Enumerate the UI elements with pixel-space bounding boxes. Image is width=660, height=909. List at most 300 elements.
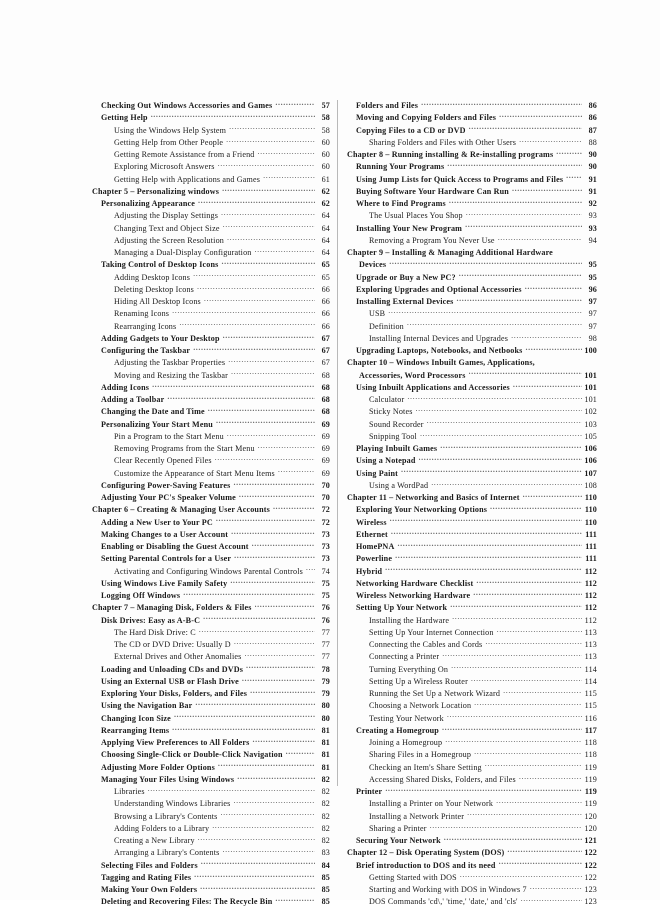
- toc-entry[interactable]: [92, 137, 330, 149]
- toc-leader-dots: [221, 811, 316, 819]
- toc-entry[interactable]: [92, 700, 330, 712]
- toc-entry[interactable]: [347, 161, 597, 173]
- toc-leader-dots: [513, 382, 582, 390]
- toc-entry[interactable]: [92, 811, 330, 823]
- toc-entry-title: The CD or DVD Drive: Usually D: [114, 640, 231, 649]
- toc-leader-dots: [221, 210, 315, 218]
- toc-entry-title: Hybrid: [356, 566, 383, 576]
- toc-leader-dots: [466, 210, 582, 218]
- toc-entry-page-number: 75: [321, 591, 330, 600]
- toc-leader-dots: [286, 749, 315, 757]
- toc-entry[interactable]: [347, 835, 597, 847]
- toc-entry-title: Chapter 11 – Networking and Basics of Internet: [347, 493, 520, 502]
- toc-entry-page-number: 65: [321, 272, 330, 282]
- toc-entry-title: Using an External USB or Flash Drive: [101, 676, 239, 686]
- toc-entry-title: Printer: [356, 787, 383, 796]
- toc-entry[interactable]: [347, 811, 597, 823]
- toc-leader-dots: [507, 847, 582, 855]
- toc-entry[interactable]: [92, 406, 330, 418]
- toc-entry[interactable]: [92, 884, 330, 896]
- toc-entry[interactable]: [347, 602, 597, 614]
- toc-entry[interactable]: [347, 725, 597, 737]
- toc-entry-title: Installing a Network Printer: [369, 811, 465, 821]
- toc-leader-dots: [258, 149, 315, 157]
- toc-entry[interactable]: [92, 455, 330, 467]
- toc-entry-page-number: 73: [321, 542, 330, 551]
- toc-entry[interactable]: [92, 321, 330, 333]
- toc-entry-title: Setting Up Your Internet Connection: [369, 627, 494, 637]
- toc-leader-dots: [469, 125, 582, 133]
- toc-entry-page-number: 82: [321, 774, 330, 784]
- toc-entry[interactable]: [92, 823, 330, 835]
- toc-entry-title: Exploring Your Networking Options: [356, 505, 488, 515]
- toc-entry-page-number: 69: [321, 444, 330, 453]
- toc-entry[interactable]: [92, 174, 330, 186]
- toc-entry-page-number: 111: [585, 529, 597, 539]
- toc-entry[interactable]: [347, 345, 597, 357]
- toc-entry-page-number: 65: [321, 260, 330, 270]
- toc-entry[interactable]: [92, 737, 330, 749]
- toc-leader-dots: [523, 492, 582, 500]
- toc-entry-page-number: 113: [584, 652, 597, 662]
- toc-entry[interactable]: [92, 419, 330, 431]
- toc-entry[interactable]: [347, 198, 597, 210]
- toc-entry-title: Installing the Hardware: [369, 615, 450, 625]
- toc-entry[interactable]: [92, 651, 330, 663]
- toc-entry[interactable]: [92, 627, 330, 639]
- toc-leader-dots: [525, 345, 582, 353]
- toc-entry-page-number: 70: [321, 493, 330, 502]
- toc-leader-dots: [407, 394, 582, 402]
- toc-entry[interactable]: [92, 296, 330, 308]
- toc-entry-title: Turning Everything On: [369, 664, 449, 674]
- toc-entry-page-number: 77: [321, 652, 330, 662]
- toc-leader-dots: [242, 676, 315, 684]
- toc-entry[interactable]: [347, 664, 597, 676]
- toc-entry-title: Chapter 5 – Personalizing windows: [92, 186, 220, 196]
- toc-entry[interactable]: [92, 615, 330, 627]
- toc-entry-page-number: 67: [321, 333, 330, 343]
- toc-leader-dots: [452, 615, 582, 623]
- toc-entry[interactable]: [92, 284, 330, 296]
- toc-entry[interactable]: [347, 247, 597, 259]
- toc-leader-dots: [234, 798, 316, 806]
- toc-entry[interactable]: [92, 688, 330, 700]
- toc-leader-dots: [198, 198, 315, 206]
- toc-leader-dots: [566, 174, 582, 182]
- toc-entry-title: USB: [369, 309, 386, 319]
- toc-leader-dots: [179, 321, 315, 329]
- toc-entry-title: Making Changes to a User Account: [101, 529, 229, 539]
- toc-entry-title: Folders and Files: [356, 101, 419, 110]
- toc-entry-title: Moving and Resizing the Taskbar: [114, 370, 229, 380]
- toc-entry[interactable]: [347, 259, 597, 271]
- toc-leader-dots: [183, 590, 315, 598]
- toc-entry[interactable]: [92, 492, 330, 504]
- toc-entry-page-number: 80: [321, 701, 330, 711]
- toc-entry[interactable]: [92, 553, 330, 565]
- toc-leader-dots: [231, 370, 315, 378]
- toc-entry-page-number: 67: [321, 358, 330, 368]
- toc-entry[interactable]: [347, 762, 597, 774]
- toc-leader-dots: [385, 786, 582, 794]
- toc-entry[interactable]: [92, 602, 330, 614]
- toc-entry-page-number: 87: [588, 125, 597, 135]
- toc-entry[interactable]: [92, 896, 330, 908]
- toc-entry[interactable]: [92, 259, 330, 271]
- toc-entry[interactable]: [347, 149, 597, 161]
- toc-entry[interactable]: [92, 161, 330, 173]
- toc-leader-dots: [519, 137, 582, 145]
- toc-entry-page-number: 70: [321, 480, 330, 490]
- toc-entry-page-number: 81: [321, 725, 330, 735]
- toc-entry[interactable]: [347, 100, 597, 112]
- toc-entry[interactable]: [92, 235, 330, 247]
- toc-entry-page-number: 62: [321, 186, 330, 196]
- toc-entry-title: Running the Set Up a Network Wizard: [369, 689, 501, 698]
- toc-leader-dots: [444, 835, 582, 843]
- toc-entry-title: Adjusting More Folder Options: [101, 762, 215, 772]
- toc-entry[interactable]: [92, 676, 330, 688]
- toc-entry-title: Disk Drives: Easy as A-B-C: [101, 615, 201, 625]
- toc-leader-dots: [263, 174, 315, 182]
- toc-entry[interactable]: [347, 860, 597, 872]
- toc-entry[interactable]: [92, 590, 330, 602]
- toc-entry-page-number: 117: [584, 725, 597, 735]
- toc-entry-title: Snipping Tool: [369, 431, 417, 441]
- toc-entry[interactable]: [92, 112, 330, 124]
- toc-entry-page-number: 119: [584, 774, 597, 784]
- toc-entry-page-number: 93: [588, 223, 597, 233]
- toc-entry-title: Using Inbuilt Applications and Accessories: [356, 382, 510, 392]
- toc-leader-dots: [223, 223, 315, 231]
- toc-entry-title: Adjusting Your PC's Speaker Volume: [101, 493, 236, 502]
- toc-entry-title: Adjusting the Display Settings: [114, 211, 219, 221]
- toc-entry-page-number: 112: [584, 566, 597, 576]
- toc-entry[interactable]: [92, 223, 330, 235]
- toc-entry[interactable]: [92, 847, 330, 859]
- toc-entry[interactable]: [347, 627, 597, 639]
- toc-entry[interactable]: [347, 676, 597, 688]
- toc-entry[interactable]: [347, 455, 597, 467]
- toc-leader-dots: [194, 872, 315, 880]
- toc-leader-dots: [258, 443, 315, 451]
- toc-entry-page-number: 123: [584, 885, 597, 894]
- toc-entry[interactable]: [92, 860, 330, 872]
- toc-entry[interactable]: [347, 884, 597, 896]
- toc-entry[interactable]: [347, 566, 597, 578]
- toc-entry-title: Chapter 12 – Disk Operating System (DOS): [347, 848, 505, 858]
- toc-entry[interactable]: [92, 835, 330, 847]
- toc-entry[interactable]: [92, 210, 330, 222]
- toc-entry-title: Adjusting the Screen Resolution: [114, 235, 225, 245]
- toc-entry-title: Getting Help from Other People: [114, 137, 224, 147]
- toc-entry-page-number: 100: [584, 346, 597, 355]
- toc-entry-page-number: 81: [321, 762, 330, 772]
- toc-leader-dots: [556, 149, 582, 157]
- toc-entry-title: Wireless Networking Hardware: [356, 591, 471, 600]
- toc-entry[interactable]: [92, 357, 330, 369]
- toc-entry-page-number: 108: [584, 480, 597, 490]
- toc-leader-dots: [222, 186, 315, 194]
- toc-entry[interactable]: [347, 382, 597, 394]
- toc-leader-dots: [223, 333, 315, 341]
- toc-entry[interactable]: [92, 431, 330, 443]
- toc-entry-title: Adding Gadgets to Your Desktop: [101, 333, 220, 343]
- toc-entry-page-number: 58: [321, 125, 330, 135]
- toc-entry-page-number: 106: [584, 456, 597, 466]
- toc-entry-page-number: 112: [584, 615, 597, 625]
- toc-leader-dots: [427, 419, 582, 427]
- toc-entry[interactable]: [92, 504, 330, 516]
- toc-entry[interactable]: [347, 296, 597, 308]
- toc-entry[interactable]: [347, 798, 597, 810]
- toc-entry[interactable]: [347, 749, 597, 761]
- toc-entry[interactable]: [92, 149, 330, 161]
- toc-entry-page-number: 68: [321, 382, 330, 392]
- toc-entry[interactable]: [92, 370, 330, 382]
- toc-entry-page-number: 119: [584, 799, 597, 809]
- toc-entry-title: The Usual Places You Shop: [369, 211, 463, 221]
- toc-entry-title: Getting Help with Applications and Games: [114, 174, 261, 184]
- toc-leader-dots: [218, 161, 315, 169]
- toc-entry[interactable]: [347, 541, 597, 553]
- toc-entry-page-number: 74: [321, 566, 330, 576]
- toc-entry-page-number: 119: [584, 762, 597, 772]
- toc-entry[interactable]: [92, 798, 330, 810]
- toc-entry[interactable]: [92, 125, 330, 137]
- toc-entry-page-number: 110: [584, 505, 597, 515]
- toc-entry[interactable]: [347, 480, 597, 492]
- toc-entry-title: DOS Commands 'cd\,' 'time,' 'date,' and 'cls': [369, 897, 518, 907]
- toc-entry-title: Getting Started with DOS: [369, 872, 457, 882]
- toc-entry-page-number: 86: [588, 113, 597, 123]
- toc-entry-page-number: 68: [321, 370, 330, 380]
- toc-leader-dots: [231, 529, 315, 537]
- toc-entry-title: Rearranging Icons: [114, 321, 177, 331]
- toc-entry[interactable]: [347, 137, 597, 149]
- toc-entry[interactable]: [347, 896, 597, 908]
- toc-entry[interactable]: [92, 468, 330, 480]
- toc-leader-dots: [490, 504, 582, 512]
- toc-entry-title: Adjusting the Taskbar Properties: [114, 358, 226, 368]
- toc-entry-page-number: 64: [321, 223, 330, 233]
- toc-entry-title: Applying View Preferences to All Folders: [101, 738, 250, 747]
- toc-entry[interactable]: [347, 112, 597, 124]
- toc-entry[interactable]: [347, 186, 597, 198]
- toc-entry-page-number: 66: [321, 297, 330, 306]
- toc-leader-dots: [250, 688, 315, 696]
- toc-entry[interactable]: [92, 517, 330, 529]
- toc-entry-page-number: 72: [321, 505, 330, 515]
- toc-leader-dots: [442, 651, 582, 659]
- toc-leader-dots: [201, 860, 315, 868]
- toc-entry[interactable]: [347, 321, 597, 333]
- toc-leader-dots: [275, 896, 315, 904]
- toc-entry[interactable]: [92, 308, 330, 320]
- toc-entry[interactable]: [347, 125, 597, 137]
- toc-entry[interactable]: [347, 847, 597, 859]
- toc-entry-page-number: 119: [584, 787, 597, 796]
- toc-entry-page-number: 66: [321, 321, 330, 331]
- toc-entry-title: Connecting the Cables and Cords: [369, 640, 483, 649]
- toc-entry[interactable]: [347, 272, 597, 284]
- toc-entry[interactable]: [347, 529, 597, 541]
- toc-entry[interactable]: [347, 737, 597, 749]
- toc-entry[interactable]: [347, 578, 597, 590]
- toc-entry-title: Understanding Windows Libraries: [114, 799, 231, 809]
- toc-entry[interactable]: [92, 725, 330, 737]
- toc-entry[interactable]: [347, 235, 597, 247]
- toc-entry-title: Copying Files to a CD or DVD: [356, 125, 466, 135]
- toc-entry-title: Chapter 7 – Managing Disk, Folders & Files: [92, 603, 252, 613]
- toc-entry[interactable]: [347, 553, 597, 565]
- toc-entry[interactable]: [347, 504, 597, 516]
- toc-entry-page-number: 123: [584, 897, 597, 907]
- toc-entry[interactable]: [92, 639, 330, 651]
- toc-entry[interactable]: [92, 198, 330, 210]
- toc-entry-title: Definition: [369, 321, 404, 331]
- toc-entry-page-number: 73: [321, 554, 330, 564]
- toc-entry-title: Managing a Dual-Display Configuration: [114, 248, 252, 257]
- toc-entry[interactable]: [347, 774, 597, 786]
- toc-entry[interactable]: [347, 688, 597, 700]
- toc-leader-dots: [416, 406, 582, 414]
- toc-entry-title: Using the Windows Help System: [114, 125, 227, 135]
- toc-entry[interactable]: [92, 774, 330, 786]
- toc-entry[interactable]: [92, 443, 330, 455]
- toc-entry[interactable]: [347, 174, 597, 186]
- toc-entry-page-number: 112: [584, 603, 597, 613]
- toc-leader-dots: [200, 884, 315, 892]
- toc-entry-page-number: 94: [588, 235, 597, 245]
- toc-leader-dots: [216, 517, 315, 525]
- toc-entry[interactable]: [347, 370, 597, 382]
- toc-entry[interactable]: [92, 247, 330, 259]
- toc-entry[interactable]: [92, 872, 330, 884]
- toc-entry[interactable]: [92, 394, 330, 406]
- toc-entry[interactable]: [92, 786, 330, 798]
- toc-entry[interactable]: [92, 480, 330, 492]
- toc-leader-dots: [239, 492, 315, 500]
- toc-entry[interactable]: [347, 406, 597, 418]
- toc-entry[interactable]: [347, 443, 597, 455]
- toc-entry[interactable]: [347, 713, 597, 725]
- toc-entry-page-number: 58: [321, 113, 330, 123]
- toc-entry-title: Setting Up Your Network: [356, 603, 448, 613]
- toc-entry-title: Getting Remote Assistance from a Friend: [114, 150, 255, 159]
- toc-leader-dots: [172, 725, 315, 733]
- toc-entry[interactable]: [347, 590, 597, 602]
- toc-entry-title: Enabling or Disabling the Guest Account: [101, 542, 249, 551]
- toc-entry-title: Exploring Microsoft Answers: [114, 162, 215, 172]
- toc-entry[interactable]: [347, 639, 597, 651]
- toc-entry-page-number: 76: [321, 603, 330, 613]
- toc-entry-page-number: 98: [588, 333, 597, 343]
- toc-leader-dots: [530, 884, 582, 892]
- toc-entry[interactable]: [347, 223, 597, 235]
- toc-entry[interactable]: [347, 468, 597, 480]
- toc-entry[interactable]: [92, 186, 330, 198]
- toc-entry-title: Moving and Copying Folders and Files: [356, 113, 497, 123]
- toc-leader-dots: [388, 308, 582, 316]
- toc-entry[interactable]: [347, 823, 597, 835]
- toc-entry-page-number: 64: [321, 211, 330, 221]
- toc-leader-dots: [460, 872, 582, 880]
- toc-entry[interactable]: [347, 308, 597, 320]
- toc-leader-dots: [447, 161, 582, 169]
- toc-entry[interactable]: [92, 333, 330, 345]
- toc-entry-page-number: 105: [584, 431, 597, 441]
- toc-entry-title: Taking Control of Desktop Icons: [101, 260, 219, 270]
- toc-leader-dots: [442, 725, 582, 733]
- toc-leader-dots: [499, 112, 582, 120]
- toc-entry[interactable]: [92, 713, 330, 725]
- toc-leader-dots: [440, 443, 582, 451]
- toc-entry[interactable]: [347, 872, 597, 884]
- toc-entry[interactable]: [347, 651, 597, 663]
- toc-entry-title: Starting and Working with DOS in Windows 7: [369, 885, 527, 894]
- toc-entry[interactable]: [347, 284, 597, 296]
- toc-entry[interactable]: [92, 100, 330, 112]
- toc-entry-page-number: 60: [321, 137, 330, 147]
- toc-leader-dots: [449, 198, 582, 206]
- toc-entry[interactable]: [92, 664, 330, 676]
- toc-entry[interactable]: [92, 272, 330, 284]
- toc-entry[interactable]: [92, 529, 330, 541]
- toc-entry-title: Getting Help: [101, 113, 148, 123]
- toc-leader-dots: [385, 566, 582, 574]
- toc-entry[interactable]: [347, 492, 597, 504]
- toc-entry-title: Running Your Programs: [356, 162, 445, 172]
- toc-leader-dots: [246, 664, 315, 672]
- toc-leader-dots: [485, 762, 582, 770]
- toc-entry[interactable]: [347, 333, 597, 345]
- toc-entry[interactable]: [92, 762, 330, 774]
- toc-leader-dots: [421, 100, 582, 108]
- toc-entry[interactable]: [347, 615, 597, 627]
- toc-entry-title: Where to Find Programs: [356, 199, 446, 208]
- toc-entry-title: Activating and Configuring Windows Parental Controls: [114, 566, 303, 576]
- toc-entry[interactable]: [92, 345, 330, 357]
- toc-entry-page-number: 68: [321, 395, 330, 404]
- toc-entry[interactable]: [347, 786, 597, 798]
- toc-entry[interactable]: [347, 357, 597, 369]
- toc-entry[interactable]: [92, 382, 330, 394]
- toc-entry[interactable]: [347, 394, 597, 406]
- toc-leader-dots: [222, 847, 315, 855]
- toc-entry[interactable]: [347, 700, 597, 712]
- toc-entry[interactable]: [347, 431, 597, 443]
- toc-entry-title: Removing Programs from the Start Menu: [114, 444, 255, 453]
- toc-entry-title: Choosing a Network Location: [369, 701, 472, 711]
- toc-entry[interactable]: [92, 541, 330, 553]
- toc-leader-dots: [227, 235, 315, 243]
- toc-entry-page-number: 91: [588, 186, 597, 196]
- toc-entry-page-number: 68: [321, 407, 330, 417]
- toc-entry[interactable]: [347, 210, 597, 222]
- toc-entry-page-number: 114: [584, 664, 597, 674]
- toc-entry[interactable]: [92, 749, 330, 761]
- toc-entry-page-number: 66: [321, 284, 330, 294]
- toc-entry[interactable]: [347, 419, 597, 431]
- toc-entry[interactable]: [92, 578, 330, 590]
- toc-entry[interactable]: [92, 566, 330, 578]
- toc-entry[interactable]: [347, 517, 597, 529]
- toc-leader-dots: [503, 688, 582, 696]
- toc-entry-title: Exploring Your Disks, Folders, and Files: [101, 689, 248, 698]
- toc-entry-title: Configuring the Taskbar: [101, 346, 191, 355]
